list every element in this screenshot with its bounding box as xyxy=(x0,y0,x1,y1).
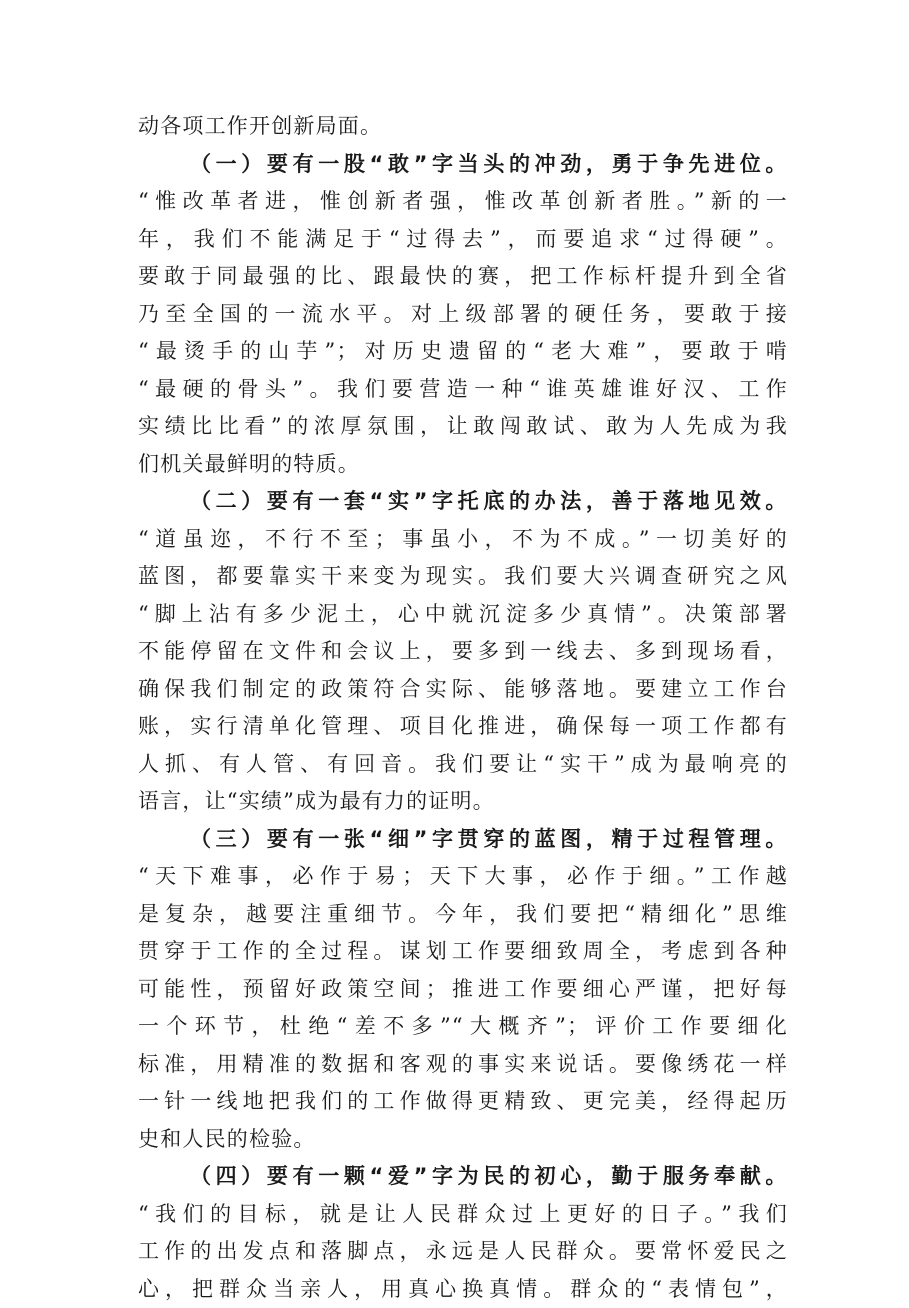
section-heading-2: （二）要有一套“实”字托底的办法，善于落地见效。 xyxy=(138,483,788,521)
text-line: 确保我们制定的政策符合实际、能够落地。要建立工作台 xyxy=(138,671,788,709)
text-line: “最硬的骨头”。我们要营造一种“谁英雄谁好汉、工作 xyxy=(138,371,788,409)
text-line: 要敢于同最强的比、跟最快的赛，把工作标杆提升到全省 xyxy=(138,258,788,296)
text-line: “道虽迩，不行不至；事虽小，不为不成。”一切美好的 xyxy=(138,521,788,559)
text-line: 是复杂，越要注重细节。今年，我们要把“精细化”思维 xyxy=(138,896,788,934)
text-line: 人抓、有人管、有回音。我们要让“实干”成为最响亮的 xyxy=(138,746,788,784)
text-line: 语言，让“实绩”成为最有力的证明。 xyxy=(138,783,788,821)
text-line: “我们的目标，就是让人民群众过上更好的日子。”我们 xyxy=(138,1196,788,1234)
text-line: 蓝图，都要靠实干来变为现实。我们要大兴调查研究之风 xyxy=(138,558,788,596)
text-line: “天下难事，必作于易；天下大事，必作于细。”工作越 xyxy=(138,858,788,896)
text-line: 可能性，预留好政策空间；推进工作要细心严谨，把好每 xyxy=(138,971,788,1009)
text-line: “惟改革者进，惟创新者强，惟改革创新者胜。”新的一 xyxy=(138,183,788,221)
section-heading-4: （四）要有一颗“爱”字为民的初心，勤于服务奉献。 xyxy=(138,1158,788,1196)
text-line: 乃至全国的一流水平。对上级部署的硬任务，要敢于接 xyxy=(138,296,788,334)
text-line: 工作的出发点和落脚点，永远是人民群众。要常怀爱民之 xyxy=(138,1233,788,1271)
section-heading-3: （三）要有一张“细”字贯穿的蓝图，精于过程管理。 xyxy=(138,821,788,859)
text-line: “脚上沾有多少泥土，心中就沉淀多少真情”。决策部署 xyxy=(138,596,788,634)
text-line: 一个环节，杜绝“差不多”“大概齐”；评价工作要细化 xyxy=(138,1008,788,1046)
text-line: “最烫手的山芋”；对历史遗留的“老大难”，要敢于啃 xyxy=(138,333,788,371)
text-line: 实绩比比看”的浓厚氛围，让敢闯敢试、敢为人先成为我 xyxy=(138,408,788,446)
text-line: 标准，用精准的数据和客观的事实来说话。要像绣花一样 xyxy=(138,1046,788,1084)
text-line: 贯穿于工作的全过程。谋划工作要细致周全，考虑到各种 xyxy=(138,933,788,971)
text-line: 动各项工作开创新局面。 xyxy=(138,108,788,146)
text-line: 不能停留在文件和会议上，要多到一线去、多到现场看， xyxy=(138,633,788,671)
text-line: 们机关最鲜明的特质。 xyxy=(138,446,788,484)
text-line: 一针一线地把我们的工作做得更精致、更完美，经得起历 xyxy=(138,1083,788,1121)
text-line: 年，我们不能满足于“过得去”，而要追求“过得硬”。 xyxy=(138,221,788,259)
text-line: 心，把群众当亲人，用真心换真情。群众的“表情包”， xyxy=(138,1271,788,1308)
document-page xyxy=(138,108,788,1308)
text-line: 账，实行清单化管理、项目化推进，确保每一项工作都有 xyxy=(138,708,788,746)
text-line: 史和人民的检验。 xyxy=(138,1121,788,1159)
section-heading-1: （一）要有一股“敢”字当头的冲劲，勇于争先进位。 xyxy=(138,146,788,184)
